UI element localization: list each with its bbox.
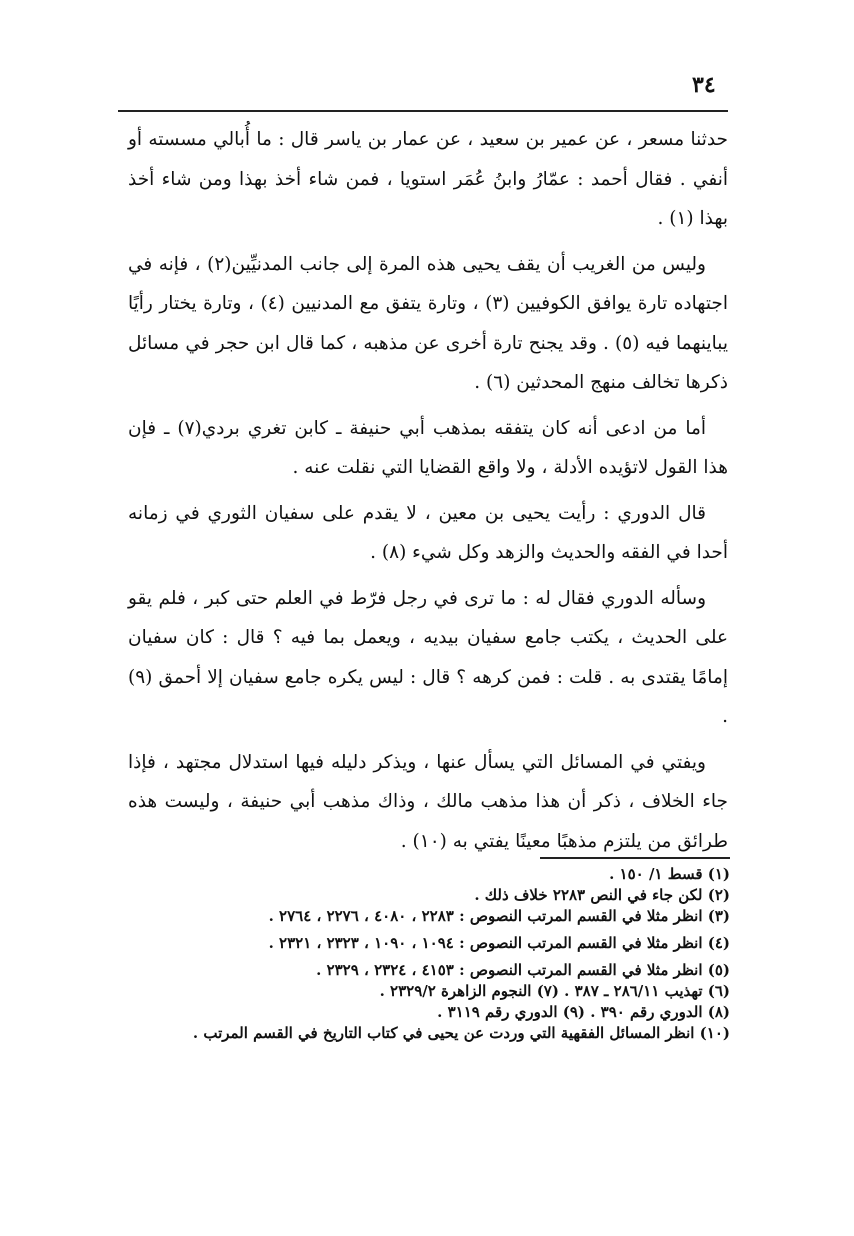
page-number: ٣٤ [692,72,716,98]
paragraph: وسأله الدوري فقال له : ما ترى في رجل فرّط في العلم حتى كبر ، فلم يقو على الحديث ، يكتب جامع سفيان بيديه ، ويعمل بما فيه ؟ قال : كان سفيان إمامًا يقتدى به . قلت : فمن كرهه ؟ قال : ليس يكره جامع سفيان إلا أحمق (٩) . [128,587,728,727]
header-rule [118,110,728,112]
footnote: (١٠) انظر المسائل الفقهية التي وردت عن يحيى في كتاب التاريخ في القسم المرتب . [192,1024,730,1042]
footnote: (٦) تهذيب ٢٨٦/١١ ـ ٣٨٧ . (٧) النجوم الزاهرة ٢٣٢٩/٢ . [379,982,730,1000]
footnote: (١) قسط ١/ ١٥٠ . [609,865,730,883]
footnote: (٤) انظر مثلا في القسم المرتب النصوص : ١٠٩٤ ، ١٠٩٠ ، ٢٣٢٣ ، ٢٣٢١ . [268,934,730,952]
footnote: (٥) انظر مثلا في القسم المرتب النصوص : ٤١٥٣ ، ٢٣٢٤ ، ٢٣٢٩ . [316,961,730,979]
body-text [128,120,728,867]
paragraph: قال الدوري : رأيت يحيى بن معين ، لا يقدم على سفيان الثوري في زمانه أحدا في الفقه والحديث والزهد وكل شيء (٨) . [128,502,728,563]
footnote: (٨) الدوري رقم ٣٩٠ . (٩) الدوري رقم ٣١١٩ . [437,1003,730,1021]
paragraph: ويفتي في المسائل التي يسأل عنها ، ويذكر دليله فيها استدلال مجتهد ، فإذا جاء الخلاف ، ذكر أن هذا مذهب مالك ، وذاك مذهب أبي حنيفة ، وليست هذه طرائق من يلتزم مذهبًا معينًا يفتي به (١٠) . [128,751,728,852]
paragraph: أما من ادعى أنه كان يتفقه بمذهب أبي حنيفة ـ كابن تغري بردي(٧) ـ فإن هذا القول لاتؤيده الأدلة ، ولا واقع القضايا التي نقلت عنه . [128,417,728,478]
paragraph: وليس من الغريب أن يقف يحيى هذه المرة إلى جانب المدنيِّين(٢) ، فإنه في اجتهاده تارة يوافق الكوفيين (٣) ، وتارة يتفق مع المدنيين (٤) ، وتارة يختار رأيًا يباينهما فيه (٥) . وقد يجنح تارة أخرى عن مذهبه ، كما قال ابن حجر في مسائل ذكرها تخالف منهج المحدثين (٦) . [128,253,728,393]
footnote: (٣) انظر مثلا في القسم المرتب النصوص : ٢٢٨٣ ، ٤٠٨٠ ، ٢٢٧٦ ، ٢٧٦٤ . [268,907,730,925]
paragraph: حدثنا مسعر ، عن عمير بن سعيد ، عن عمار بن ياسر قال : ما أُبالي مسسته أو أنفي . فقال أحمد : عمّارُ وابنُ عُمَر استويا ، فمن شاء أخذ بهذا ومن شاء أخذ بهذا (١) . [128,129,728,229]
footnote: (٢) لكن جاء في النص ٢٢٨٣ خلاف ذلك . [474,886,730,904]
footnote-rule [540,857,730,859]
footnotes [126,864,730,1044]
